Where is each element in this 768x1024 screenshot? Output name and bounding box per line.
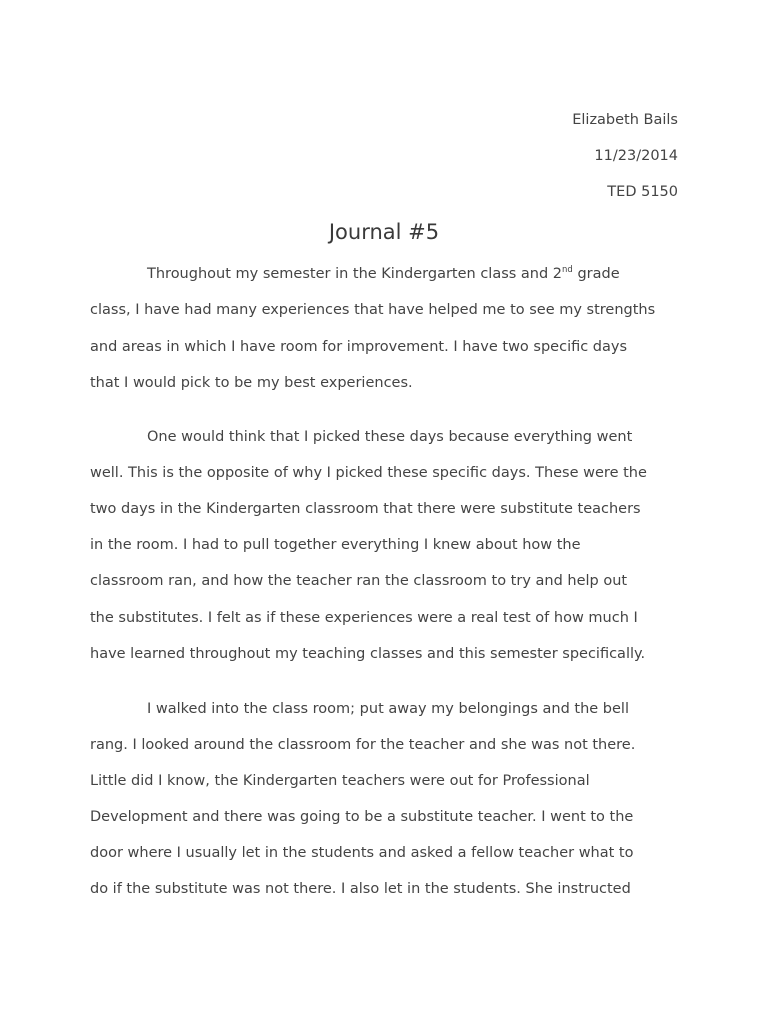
paragraph-3-line-6: do if the substitute was not there. I also let in the students. She instructed — [90, 881, 631, 897]
author-name: Elizabeth Bails — [572, 112, 678, 128]
paragraph-3-line-3: Little did I know, the Kindergarten teachers were out for Professional — [90, 773, 590, 789]
page-title: Journal #5 — [328, 220, 440, 244]
paragraph-2-line-5: classroom ran, and how the teacher ran the classroom to try and help out — [90, 573, 628, 589]
paragraph-3-line-1: I walked into the class room; put away my belongings and the bell — [147, 701, 629, 717]
course-code: TED 5150 — [607, 184, 678, 200]
paragraph-1-line-4: that I would pick to be my best experiences. — [90, 375, 413, 391]
paragraph-2-line-6: the substitutes. I felt as if these experiences were a real test of how much I — [90, 610, 638, 626]
paragraph-2-line-2: well. This is the opposite of why I picked these specific days. These were the — [90, 465, 647, 481]
line-text: grade — [572, 266, 620, 282]
paragraph-1-line-1 — [147, 265, 620, 283]
line-text: Throughout my semester in the Kindergarten class and 2 — [147, 266, 563, 282]
paragraph-1-line-2: class, I have had many experiences that have helped me to see my strengths — [90, 302, 656, 318]
ordinal-suffix: nd — [562, 265, 573, 275]
paragraph-3-line-4: Development and there was going to be a substitute teacher. I went to the — [90, 809, 634, 825]
date: 11/23/2014 — [594, 148, 678, 164]
paragraph-3-line-5: door where I usually let in the students and asked a fellow teacher what to — [90, 845, 634, 861]
paragraph-2-line-3: two days in the Kindergarten classroom that there were substitute teachers — [90, 501, 641, 517]
paragraph-2-line-4: in the room. I had to pull together everything I knew about how the — [90, 537, 581, 553]
paragraph-3-line-2: rang. I looked around the classroom for the teacher and she was not there. — [90, 737, 636, 753]
paragraph-2-line-1: One would think that I picked these days because everything went — [147, 429, 633, 445]
paragraph-1-line-3: and areas in which I have room for improvement. I have two specific days — [90, 339, 628, 355]
paragraph-2-line-7: have learned throughout my teaching classes and this semester specifically. — [90, 646, 646, 662]
